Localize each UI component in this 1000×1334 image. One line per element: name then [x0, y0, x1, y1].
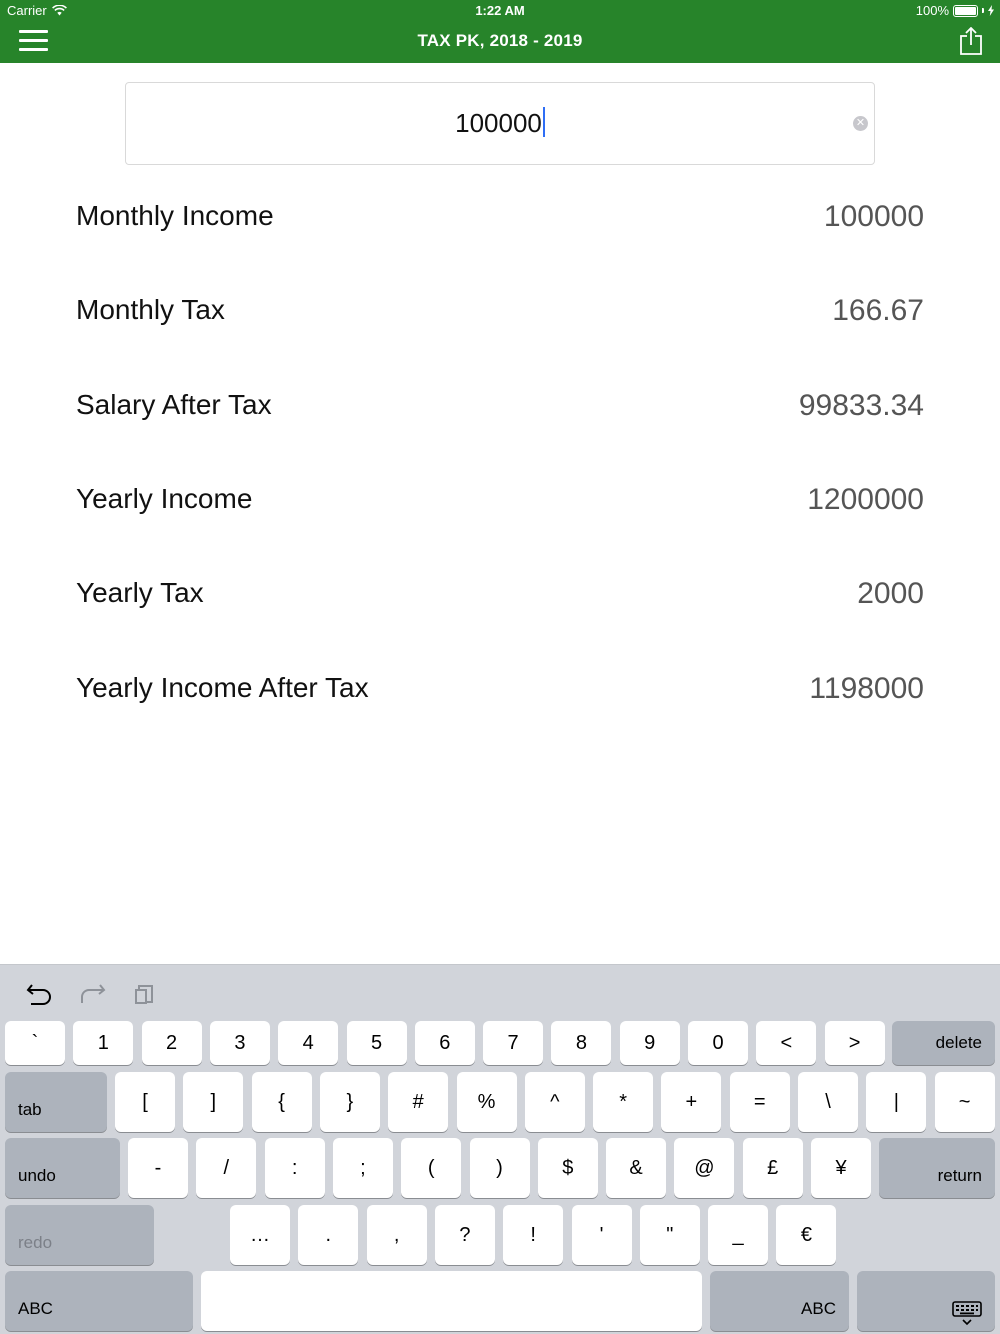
share-icon[interactable]: [958, 27, 984, 55]
result-value: 100000: [823, 200, 924, 233]
text-caret: [543, 107, 545, 137]
key[interactable]: (: [401, 1138, 461, 1198]
key[interactable]: }: [320, 1072, 380, 1132]
battery-percent: 100%: [915, 3, 949, 18]
result-label: Salary After Tax: [76, 389, 272, 420]
income-input-value[interactable]: 100000: [126, 107, 874, 139]
result-label: Monthly Tax: [76, 294, 225, 325]
key[interactable]: ;: [333, 1138, 393, 1198]
return-key[interactable]: return: [879, 1138, 995, 1198]
result-value: 99833.34: [798, 389, 924, 422]
redo-key[interactable]: redo: [5, 1205, 154, 1265]
result-value: 1200000: [807, 483, 924, 516]
key[interactable]: ): [470, 1138, 530, 1198]
abc-key-left[interactable]: ABC: [5, 1271, 193, 1331]
result-value: 166.67: [832, 294, 924, 327]
key[interactable]: |: [866, 1072, 926, 1132]
key[interactable]: 7: [483, 1021, 543, 1065]
key[interactable]: /: [196, 1138, 256, 1198]
key[interactable]: 6: [415, 1021, 475, 1065]
key[interactable]: :: [265, 1138, 325, 1198]
key[interactable]: 8: [551, 1021, 611, 1065]
key[interactable]: _: [708, 1205, 768, 1265]
carrier-label: Carrier: [7, 3, 47, 18]
redo-icon[interactable]: [78, 981, 106, 1007]
result-row: [76, 389, 924, 429]
result-row: [76, 483, 924, 523]
key[interactable]: {: [252, 1072, 312, 1132]
battery-icon: [953, 5, 978, 17]
key[interactable]: .: [298, 1205, 358, 1265]
status-bar: [0, 0, 1000, 20]
key[interactable]: ]: [183, 1072, 243, 1132]
status-time: 1:22 AM: [475, 3, 525, 18]
keyboard: [0, 964, 1000, 1334]
key[interactable]: €: [776, 1205, 836, 1265]
key[interactable]: @: [674, 1138, 734, 1198]
nav-title: TAX PK, 2018 - 2019: [417, 31, 583, 50]
key[interactable]: 4: [278, 1021, 338, 1065]
key[interactable]: 9: [620, 1021, 680, 1065]
result-label: Yearly Income: [76, 483, 253, 514]
space-bar[interactable]: [201, 1271, 702, 1331]
key[interactable]: …: [230, 1205, 290, 1265]
key[interactable]: $: [538, 1138, 598, 1198]
key[interactable]: ": [640, 1205, 700, 1265]
key[interactable]: 3: [210, 1021, 270, 1065]
result-row: [76, 577, 924, 617]
key[interactable]: +: [661, 1072, 721, 1132]
key[interactable]: \: [798, 1072, 858, 1132]
key[interactable]: 2: [142, 1021, 202, 1065]
key[interactable]: ^: [525, 1072, 585, 1132]
tab-key[interactable]: tab: [5, 1072, 107, 1132]
key[interactable]: &: [606, 1138, 666, 1198]
key[interactable]: ¥: [811, 1138, 871, 1198]
key[interactable]: ': [572, 1205, 632, 1265]
battery-tip: [982, 8, 984, 13]
key[interactable]: !: [503, 1205, 563, 1265]
key[interactable]: 5: [347, 1021, 407, 1065]
key[interactable]: -: [128, 1138, 188, 1198]
key[interactable]: #: [388, 1072, 448, 1132]
key[interactable]: `: [5, 1021, 65, 1065]
result-label: Monthly Income: [76, 200, 274, 231]
key[interactable]: ?: [435, 1205, 495, 1265]
top-bar: [0, 0, 1000, 63]
result-row: [76, 672, 924, 712]
key[interactable]: ~: [935, 1072, 995, 1132]
key[interactable]: £: [743, 1138, 803, 1198]
key[interactable]: =: [730, 1072, 790, 1132]
undo-key[interactable]: undo: [5, 1138, 120, 1198]
delete-key[interactable]: delete: [892, 1021, 995, 1065]
keyboard-dismiss-icon[interactable]: [952, 1301, 982, 1327]
result-value: 2000: [857, 577, 924, 610]
key[interactable]: %: [457, 1072, 517, 1132]
charging-bolt-icon: [988, 5, 994, 16]
income-input[interactable]: [125, 82, 875, 165]
key[interactable]: ,: [367, 1205, 427, 1265]
paste-icon[interactable]: [131, 981, 159, 1007]
result-value: 1198000: [809, 672, 924, 705]
key[interactable]: *: [593, 1072, 653, 1132]
key[interactable]: 0: [688, 1021, 748, 1065]
result-row: [76, 200, 924, 240]
key[interactable]: >: [825, 1021, 885, 1065]
clear-input-icon[interactable]: ✕: [853, 116, 868, 131]
abc-key-right[interactable]: ABC: [710, 1271, 849, 1331]
battery-status: [916, 3, 994, 18]
result-label: Yearly Income After Tax: [76, 672, 369, 703]
key[interactable]: 1: [73, 1021, 133, 1065]
key[interactable]: [: [115, 1072, 175, 1132]
result-row: [76, 294, 924, 334]
key[interactable]: <: [756, 1021, 816, 1065]
result-label: Yearly Tax: [76, 577, 204, 608]
undo-icon[interactable]: [26, 981, 54, 1007]
